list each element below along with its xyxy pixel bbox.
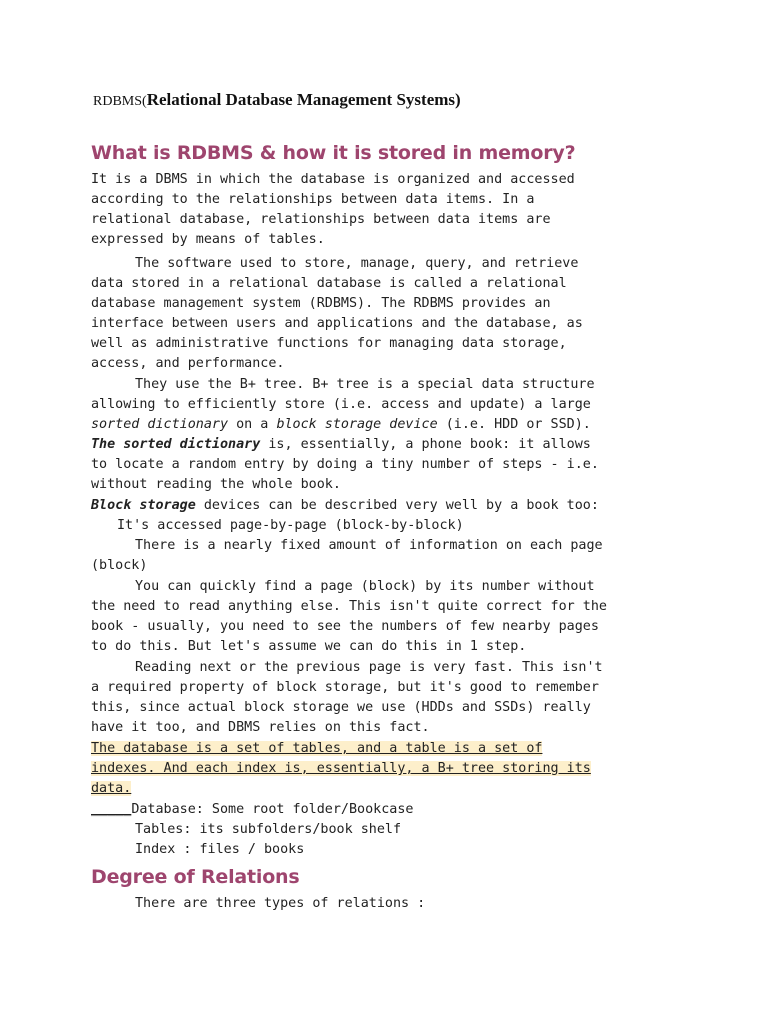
bullet-line: (block) [91, 558, 148, 573]
mapping-tables: Tables: its subfolders/book shelf [135, 822, 402, 837]
para3-line [91, 415, 691, 435]
para1-line: according to the relationships between data items. In a [91, 192, 535, 207]
para3-text: (i.e. HDD or SSD). [437, 417, 591, 432]
para2-line: well as administrative functions for managing data storage, [91, 336, 567, 351]
para2-line: database management system (RDBMS). The RDBMS provides an [91, 296, 551, 311]
block-storage-bold: Block storage [91, 498, 196, 513]
bullet-line: this, since actual block storage we use (HDDs and SSDs) really [91, 700, 591, 715]
para1-line: relational database, relationships between data items are [91, 212, 551, 227]
block-storage-device-term: block storage device [276, 417, 438, 432]
bullet-line: a required property of block storage, but it's good to remember [91, 680, 599, 695]
para2-line: interface between users and applications and the database, as [91, 316, 583, 331]
bullet-line: Reading next or the previous page is very fast. This isn't [135, 660, 603, 675]
highlighted-text: The database is a set of tables, and a table is a set of [91, 741, 543, 756]
bullet-line: book - usually, you need to see the numbers of few nearby pages [91, 619, 599, 634]
bullet-line: There is a nearly fixed amount of information on each page [135, 538, 603, 553]
bullet-line: the need to read anything else. This isn't quite correct for the [91, 599, 607, 614]
underline-dash: _____ [91, 802, 132, 817]
para2-line: data stored in a relational database is called a relational [91, 276, 567, 291]
para4-text: devices can be described very well by a book too: [195, 498, 599, 513]
bullet-line: You can quickly find a page (block) by its number without [135, 579, 595, 594]
heading-degree-of-relations: Degree of Relations [91, 866, 300, 888]
highlighted-text: indexes. And each index is, essentially, a B+ tree storing its [91, 761, 591, 776]
para3-line [91, 435, 691, 455]
highlight-line [91, 779, 691, 799]
highlight-line [91, 759, 691, 779]
para3-line: They use the B+ tree. B+ tree is a special data structure [135, 377, 595, 392]
para4-line [91, 496, 691, 516]
para3-line: without reading the whole book. [91, 477, 341, 492]
document-title [93, 90, 461, 110]
highlight-line [91, 739, 691, 759]
mapping-database: Database: Some root folder/Bookcase [131, 802, 414, 817]
sorted-dictionary-term: sorted dictionary [91, 417, 229, 432]
sorted-dictionary-bold: The sorted dictionary [91, 437, 261, 452]
para2-line: access, and performance. [91, 356, 285, 371]
bullet-line: have it too, and DBMS relies on this fact. [91, 720, 430, 735]
bullet-line: to do this. But let's assume we can do this in 1 step. [91, 639, 527, 654]
bullet-line: It's accessed page-by-page (block-by-block) [117, 518, 464, 533]
para1-line: expressed by means of tables. [91, 232, 325, 247]
para2-line: The software used to store, manage, query, and retrieve [135, 256, 579, 271]
para1-line: It is a DBMS in which the database is organized and accessed [91, 172, 575, 187]
relations-intro: There are three types of relations : [135, 896, 426, 911]
highlighted-text: data. [91, 781, 132, 796]
title-prefix: RDBMS( [93, 94, 147, 109]
mapping-line [91, 800, 691, 820]
title-main: Relational Database Management Systems) [146, 90, 461, 109]
para3-text: on a [228, 417, 277, 432]
heading-what-is-rdbms: What is RDBMS & how it is stored in memory? [91, 142, 576, 164]
para3-line: to locate a random entry by doing a tiny number of steps - i.e. [91, 457, 599, 472]
para3-text: is, essentially, a phone book: it allows [260, 437, 591, 452]
mapping-index: Index : files / books [135, 842, 305, 857]
para3-line: allowing to efficiently store (i.e. access and update) a large [91, 397, 591, 412]
